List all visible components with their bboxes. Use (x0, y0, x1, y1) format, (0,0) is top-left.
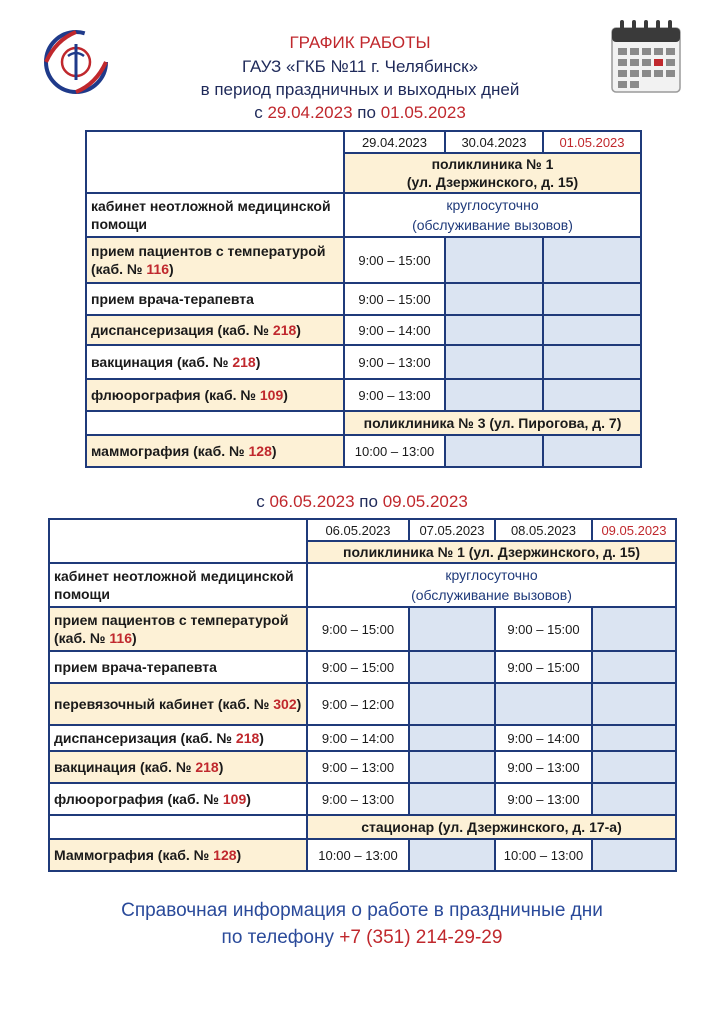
row-label-tail: ) (259, 730, 264, 746)
time-cell (592, 839, 676, 871)
row-label-tail: ) (271, 443, 277, 459)
time-cell (445, 283, 543, 315)
row-label-emergency: кабинет неотложной медицинской помощи (49, 563, 307, 607)
table-row (86, 283, 641, 315)
location-polyclinic-1: поликлиника № 1 (ул. Дзержинского, д. 15) (344, 153, 641, 193)
time-cell: 9:00 – 13:00 (307, 783, 409, 815)
row-label-text: прием врача-терапевта (54, 659, 217, 675)
time-cell (592, 683, 676, 725)
time-cell (409, 751, 495, 783)
row-label-text: флюорография (каб. № (54, 791, 223, 807)
time-cell (445, 237, 543, 283)
time-cell (592, 725, 676, 751)
row-label-text: вакцинация (каб. № (91, 354, 233, 370)
time-cell (409, 651, 495, 683)
room-number: 128 (213, 847, 237, 863)
room-number: 128 (248, 443, 272, 459)
time-cell: 9:00 – 14:00 (307, 725, 409, 751)
time-cell (445, 379, 543, 411)
row-label (86, 345, 344, 379)
time-cell (543, 435, 641, 467)
row-label (86, 283, 344, 315)
time-cell: 9:00 – 13:00 (495, 751, 592, 783)
row-label-text: вакцинация (каб. № (54, 759, 196, 775)
row-label (86, 315, 344, 345)
row-label-text: прием пациентов с температурой (каб. № (54, 612, 289, 646)
table-row (49, 783, 676, 815)
table-row (86, 345, 641, 379)
phone-number[interactable]: +7 (351) 214-29-29 (339, 927, 503, 948)
row-label-tail: ) (246, 791, 251, 807)
row-label-text: флюорография (каб. № (91, 387, 260, 403)
row-label-text: диспансеризация (каб. № (91, 322, 273, 338)
row-label-tail: ) (168, 261, 174, 277)
time-cell: 9:00 – 15:00 (344, 237, 445, 283)
date-header: 08.05.2023 (495, 519, 592, 541)
room-number: 218 (272, 322, 297, 338)
time-cell (543, 379, 641, 411)
time-cell: 9:00 – 12:00 (307, 683, 409, 725)
table-row (86, 237, 641, 283)
time-cell (409, 839, 495, 871)
table-row (86, 379, 641, 411)
row-label-text: маммография (каб. № (91, 443, 249, 459)
row-label-tail: ) (131, 630, 137, 646)
row-label-tail: ) (255, 354, 261, 370)
header-period: с 29.04.2023 по 01.05.2023 (254, 103, 466, 122)
time-cell: 9:00 – 15:00 (344, 283, 445, 315)
row-label (86, 237, 344, 283)
emergency-hours: круглосуточно (обслуживание вызовов) (307, 563, 676, 607)
emergency-hours: круглосуточно (обслуживание вызовов) (344, 193, 641, 237)
row-label-text: Маммография (каб. № (54, 847, 214, 863)
row-label-tail: ) (296, 696, 302, 712)
date-header: 07.05.2023 (409, 519, 495, 541)
time-cell: 10:00 – 13:00 (307, 839, 409, 871)
time-cell (445, 345, 543, 379)
footer-info: Справочная информация о работе в праздничные дни (121, 900, 603, 921)
room-number: 302 (273, 696, 297, 712)
table-row (49, 651, 676, 683)
corner-cell (86, 411, 344, 435)
header-title: ГРАФИК РАБОТЫ (289, 33, 431, 52)
time-cell: 9:00 – 14:00 (344, 315, 445, 345)
time-cell (409, 607, 495, 651)
time-cell: 9:00 – 13:00 (307, 751, 409, 783)
header-org: ГАУЗ «ГКБ №11 г. Челябинск» (241, 57, 479, 76)
date-header: 06.05.2023 (307, 519, 409, 541)
location-hospital: стационар (ул. Дзержинского, д. 17-а) (307, 815, 676, 839)
room-number: 109 (222, 791, 247, 807)
time-cell (592, 651, 676, 683)
time-cell: 9:00 – 13:00 (344, 379, 445, 411)
table-row (49, 683, 676, 725)
time-cell (409, 683, 495, 725)
room-number: 218 (235, 730, 260, 746)
table-row (49, 607, 676, 651)
room-number: 218 (232, 354, 256, 370)
time-cell (592, 783, 676, 815)
date-header: 01.05.2023 (543, 131, 641, 153)
row-label-tail: ) (236, 847, 242, 863)
time-cell: 9:00 – 15:00 (495, 607, 592, 651)
time-cell (445, 315, 543, 345)
time-cell (409, 725, 495, 751)
room-number: 109 (259, 387, 284, 403)
time-cell: 9:00 – 13:00 (344, 345, 445, 379)
schedule-table-1 (85, 130, 642, 468)
schedule-table-2 (48, 518, 677, 872)
room-number: 218 (195, 759, 219, 775)
time-cell (409, 783, 495, 815)
time-cell (592, 607, 676, 651)
row-label (49, 751, 307, 783)
date-header: 29.04.2023 (344, 131, 445, 153)
table-row (49, 751, 676, 783)
corner-cell (86, 131, 344, 193)
time-cell: 9:00 – 15:00 (307, 651, 409, 683)
time-cell (543, 315, 641, 345)
row-label-mammography (86, 435, 344, 467)
time-cell (495, 683, 592, 725)
date-header: 09.05.2023 (592, 519, 676, 541)
location-polyclinic-3: поликлиника № 3 (ул. Пирогова, д. 7) (344, 411, 641, 435)
time-cell: 10:00 – 13:00 (344, 435, 445, 467)
calendar-icon (610, 18, 682, 96)
corner-cell (49, 519, 307, 563)
row-label-mammography (49, 839, 307, 871)
row-label-emergency: кабинет неотложной медицинской помощи (86, 193, 344, 237)
row-label (49, 607, 307, 651)
row-label-tail: ) (218, 759, 224, 775)
header-subtitle: в период праздничных и выходных дней (200, 80, 520, 99)
time-cell: 9:00 – 13:00 (495, 783, 592, 815)
room-number: 116 (109, 630, 132, 646)
time-cell: 10:00 – 13:00 (495, 839, 592, 871)
time-cell: 9:00 – 15:00 (307, 607, 409, 651)
row-label (49, 651, 307, 683)
table-row (86, 315, 641, 345)
period-2: с 06.05.2023 по 09.05.2023 (256, 492, 468, 511)
table-row-mammography (86, 435, 641, 467)
footer-phone-line: по телефону +7 (351) 214-29-29 (221, 927, 503, 948)
time-cell (592, 751, 676, 783)
time-cell (445, 435, 543, 467)
table-row-mammography (49, 839, 676, 871)
row-label-tail: ) (296, 322, 301, 338)
location-polyclinic-1: поликлиника № 1 (ул. Дзержинского, д. 15) (307, 541, 676, 563)
hospital-logo (36, 22, 116, 102)
row-label-tail: ) (283, 387, 288, 403)
corner-cell (49, 815, 307, 839)
time-cell (543, 237, 641, 283)
row-label (86, 379, 344, 411)
room-number: 116 (146, 261, 169, 277)
time-cell (543, 345, 641, 379)
date-header: 30.04.2023 (445, 131, 543, 153)
time-cell: 9:00 – 15:00 (495, 651, 592, 683)
row-label (49, 683, 307, 725)
row-label-text: прием врача-терапевта (91, 291, 254, 307)
row-label-text: диспансеризация (каб. № (54, 730, 236, 746)
row-label-text: прием пациентов с температурой (каб. № (91, 243, 326, 277)
row-label-text: перевязочный кабинет (каб. № (54, 696, 274, 712)
row-label (49, 725, 307, 751)
table-row (49, 725, 676, 751)
time-cell (543, 283, 641, 315)
time-cell: 9:00 – 14:00 (495, 725, 592, 751)
row-label (49, 783, 307, 815)
